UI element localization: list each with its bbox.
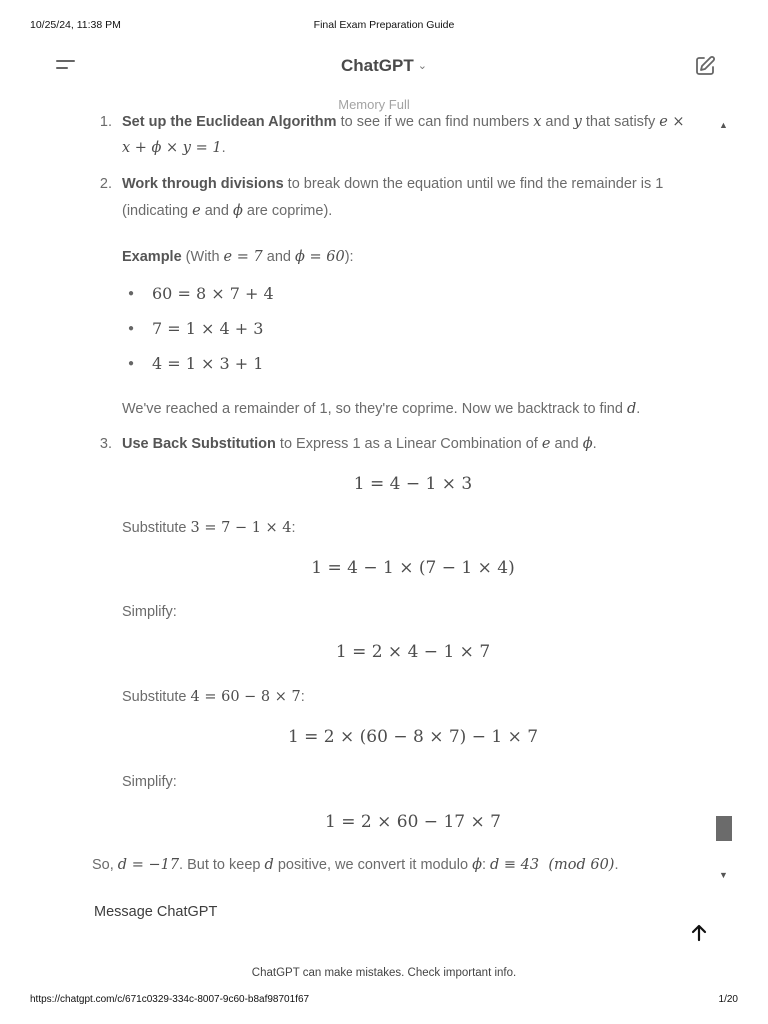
text: that satisfy: [581, 114, 660, 130]
step-2-heading: Work through divisions: [122, 176, 284, 192]
text: .: [636, 401, 641, 417]
chevron-down-icon: ⌄: [417, 60, 427, 72]
simplify-label-1: Simplify:: [122, 604, 177, 620]
step-2-number: 2.: [99, 176, 112, 192]
display-equation-1: 1 = 4 − 1 × 3: [353, 474, 473, 494]
bullet-dot: ●: [128, 323, 135, 334]
conclusion-line: [92, 857, 619, 873]
message-input[interactable]: Message ChatGPT: [94, 904, 218, 920]
step-1-line-1: [122, 114, 685, 130]
bullet-dot: ●: [128, 288, 135, 299]
step-1-number: 1.: [99, 114, 112, 130]
math-var: x: [533, 114, 542, 130]
math-expr: e ×: [659, 114, 685, 130]
text: and: [262, 249, 295, 265]
text: . But to keep: [179, 857, 265, 873]
example-heading: Example: [122, 249, 182, 265]
math-var: e: [192, 203, 201, 219]
disclaimer-text: ChatGPT can make mistakes. Check important info.: [251, 967, 517, 979]
text: and: [200, 203, 233, 219]
step-3-heading: Use Back Substitution: [122, 436, 276, 452]
step-3-number: 3.: [99, 436, 112, 452]
text: So,: [92, 857, 118, 873]
math-var: ϕ: [472, 857, 482, 873]
example-line: [122, 249, 354, 265]
step-2-line-2: [122, 203, 332, 219]
display-equation-3: 1 = 2 × 4 − 1 × 7: [335, 642, 491, 662]
display-equation-2: 1 = 4 − 1 × (7 − 1 × 4): [311, 558, 515, 578]
new-chat-edit-icon[interactable]: [693, 54, 717, 78]
math-expr: 4 = 60 − 8 × 7: [190, 689, 301, 705]
text: to Express 1 as a Linear Combination of: [275, 436, 542, 452]
math-var: e: [541, 436, 551, 452]
model-selector[interactable]: [0, 56, 768, 76]
remainder-note: [122, 401, 640, 417]
text: :: [291, 520, 296, 536]
text: to break down the equation until we find the remainder is 1: [283, 176, 664, 192]
app-title: ChatGPT: [341, 56, 414, 75]
triangle-up-icon[interactable]: ▲: [719, 120, 728, 130]
substitute-4-line: [122, 689, 305, 705]
bullet-dot: ●: [128, 358, 135, 369]
step-1-heading: Set up the Euclidean Algorithm: [122, 114, 337, 130]
text: Substitute: [122, 689, 191, 705]
text: to see if we can find numbers: [336, 114, 534, 130]
math-expr: d = −17: [117, 857, 180, 873]
math-expr: d ≡ 43 (mod 60): [490, 857, 615, 873]
simplify-label-2: Simplify:: [122, 774, 177, 790]
text: .: [592, 436, 597, 452]
arrow-up-icon[interactable]: [688, 922, 710, 944]
bullet-equation-2: 7 = 1 × 4 + 3: [152, 319, 264, 338]
text: and: [550, 436, 583, 452]
display-equation-5: 1 = 2 × 60 − 17 × 7: [325, 812, 501, 832]
text: are coprime).: [242, 203, 333, 219]
math-var: d: [264, 857, 274, 873]
memory-status: Memory Full: [338, 97, 410, 112]
math-var: d: [626, 401, 637, 417]
math-var: ϕ: [582, 436, 593, 452]
math-expr: x + ϕ × y = 1: [122, 140, 222, 156]
text: .: [614, 857, 619, 873]
text: (With: [181, 249, 224, 265]
step-1-line-2: [122, 140, 226, 156]
bullet-equation-3: 4 = 1 × 3 + 1: [152, 354, 264, 373]
display-equation-4: 1 = 2 × (60 − 8 × 7) − 1 × 7: [287, 727, 539, 747]
text: and: [541, 114, 574, 130]
math-expr: 3 = 7 − 1 × 4: [190, 520, 292, 536]
text: .: [221, 140, 226, 156]
text: (indicating: [122, 203, 193, 219]
bullet-equation-1: 60 = 8 × 7 + 4: [152, 284, 274, 303]
print-doc-title: Final Exam Preparation Guide: [313, 19, 455, 31]
text: ):: [344, 249, 354, 265]
text: positive, we convert it modulo: [273, 857, 473, 873]
math-expr: ϕ = 60: [294, 249, 345, 265]
step-2-line-1: [122, 176, 663, 192]
print-url: https://chatgpt.com/c/671c0329-334c-8007-9c60-b8af98701f67: [30, 994, 310, 1005]
triangle-down-icon[interactable]: ▼: [719, 870, 728, 880]
substitute-3-line: [122, 520, 296, 536]
math-var: y: [573, 114, 582, 130]
text: We've reached a remainder of 1, so they're coprime. Now we backtrack to find: [122, 401, 627, 417]
math-expr: e = 7: [223, 249, 263, 265]
scrollbar-thumb[interactable]: [716, 816, 732, 841]
text: Substitute: [122, 520, 191, 536]
print-page-number: 1/20: [718, 994, 738, 1005]
text: :: [481, 857, 491, 873]
step-3-line: [122, 436, 597, 452]
math-var: ϕ: [232, 203, 243, 219]
print-datetime: 10/25/24, 11:38 PM: [30, 19, 121, 31]
text: :: [300, 689, 305, 705]
